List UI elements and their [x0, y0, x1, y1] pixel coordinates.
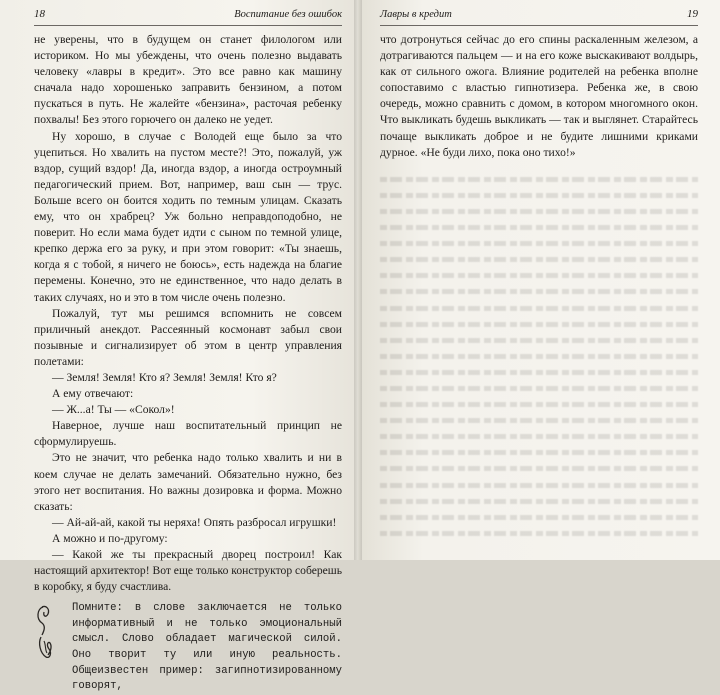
margin-note — [34, 601, 342, 695]
left-running-head — [34, 8, 342, 26]
paragraph: не уверены, что в будущем он станет филологом или историком. Но мы убеждены, что очень полезно выдавать человеку «лавры в кредит». Это все равно как машину сначала надо хорошенько заправить бензином, а потом пускаться в путь. Не жалейте «бензина», расточая ребенку похвалы! Без этого горючего он далеко не уедет. — [34, 33, 342, 127]
paragraph: что дотронуться сейчас до его спины раскаленным железом, а дотрагиваются пальцем — и на его коже выскакивают волдырь, как от сильного ожога. Влияние родителей на ребенка вполне сопоставимо с властью гипнотизера. Ребенка же, в свою очередь, можно сравнить с домом, в котором многомного окон. Что выкликать будешь выкликать — так и выглянет. Старайтесь почаще выкликать доброе и не будите лишними криками дурное. «Не буди лихо, пока оно тихо!» — [380, 33, 698, 159]
paragraph: Наверное, лучше наш воспитательный принцип не сформулируешь. — [34, 419, 342, 449]
paragraph: Это не значит, что ребенка надо только хвалить и ни в коем случае не делать замечаний. Обязательно нужно, без этого нет воспитания. Но важны дозировка и форма. Можно сказать: — [34, 451, 342, 513]
paragraph: Пожалуй, тут мы решимся вспомнить не совсем приличный анекдот. Рассеянный космонавт забыл свои позывные и сигнализирует об этом в центр управления полетами: — [34, 306, 342, 368]
paragraph: Ну хорошо, в случае с Володей еще было за что уцепиться. Но хвалить на пустом месте?! Это, пожалуй, уж вздор, сущий вздор! Да, иногда вздор, а иногда остроумный педагогический прием. Вот, например, ваш сын — трус. Больше всего он боится ходить по темным улицам. Сказать ему, что он храбрец? Уж больно неправдоподобно, не поверит. Но если мама будет идти с сыном по темной улице, крепко держа его за руку, и при этом говорит: «Ты знаешь, когда я с тобой, я ничего не боюсь», есть надежда на благие перемены. Конечно, это не единственное, что надо делать в таких случаях, но и это в том числе очень полезно. — [34, 129, 342, 304]
dialogue-line: — Земля! Земля! Кто я? Земля! Земля! Кто я? — [52, 370, 277, 384]
right-page — [358, 0, 720, 560]
dialogue-line: А ему отвечают: — [52, 387, 134, 401]
right-running-title: Лавры в кредит — [380, 9, 452, 20]
ear-icon — [34, 601, 64, 661]
dialogue-line: — Ж...а! Ты — «Сокол»! — [52, 403, 175, 417]
right-page-number: 19 — [687, 8, 698, 20]
left-page — [0, 0, 358, 693]
dialogue-line: — Ай-ай-ай, какой ты неряха! Опять разбросал игрушки! — [52, 515, 337, 529]
dialogue-line: А можно и по-другому: — [52, 531, 168, 545]
right-running-head — [380, 8, 698, 26]
left-page-number: 18 — [34, 8, 45, 20]
show-through-text — [380, 171, 698, 541]
dialogue-line: — Какой же ты прекрасный дворец построил! Как настоящий архитектор! Вот еще только конструктор соберешь в коробку, я буду счастлива. — [34, 548, 343, 594]
note-text: Помните: в слове заключается не только информативный и не только эмоциональный смысл. Слово обладает магической силой. Оно творит ту или иную реальность. Общеизвестен пример: загипнотизированному говорят, — [72, 602, 342, 693]
left-running-title: Воспитание без ошибок — [234, 9, 342, 20]
book-gutter — [354, 0, 362, 560]
left-body-text — [34, 32, 342, 595]
right-body-text — [380, 32, 698, 161]
